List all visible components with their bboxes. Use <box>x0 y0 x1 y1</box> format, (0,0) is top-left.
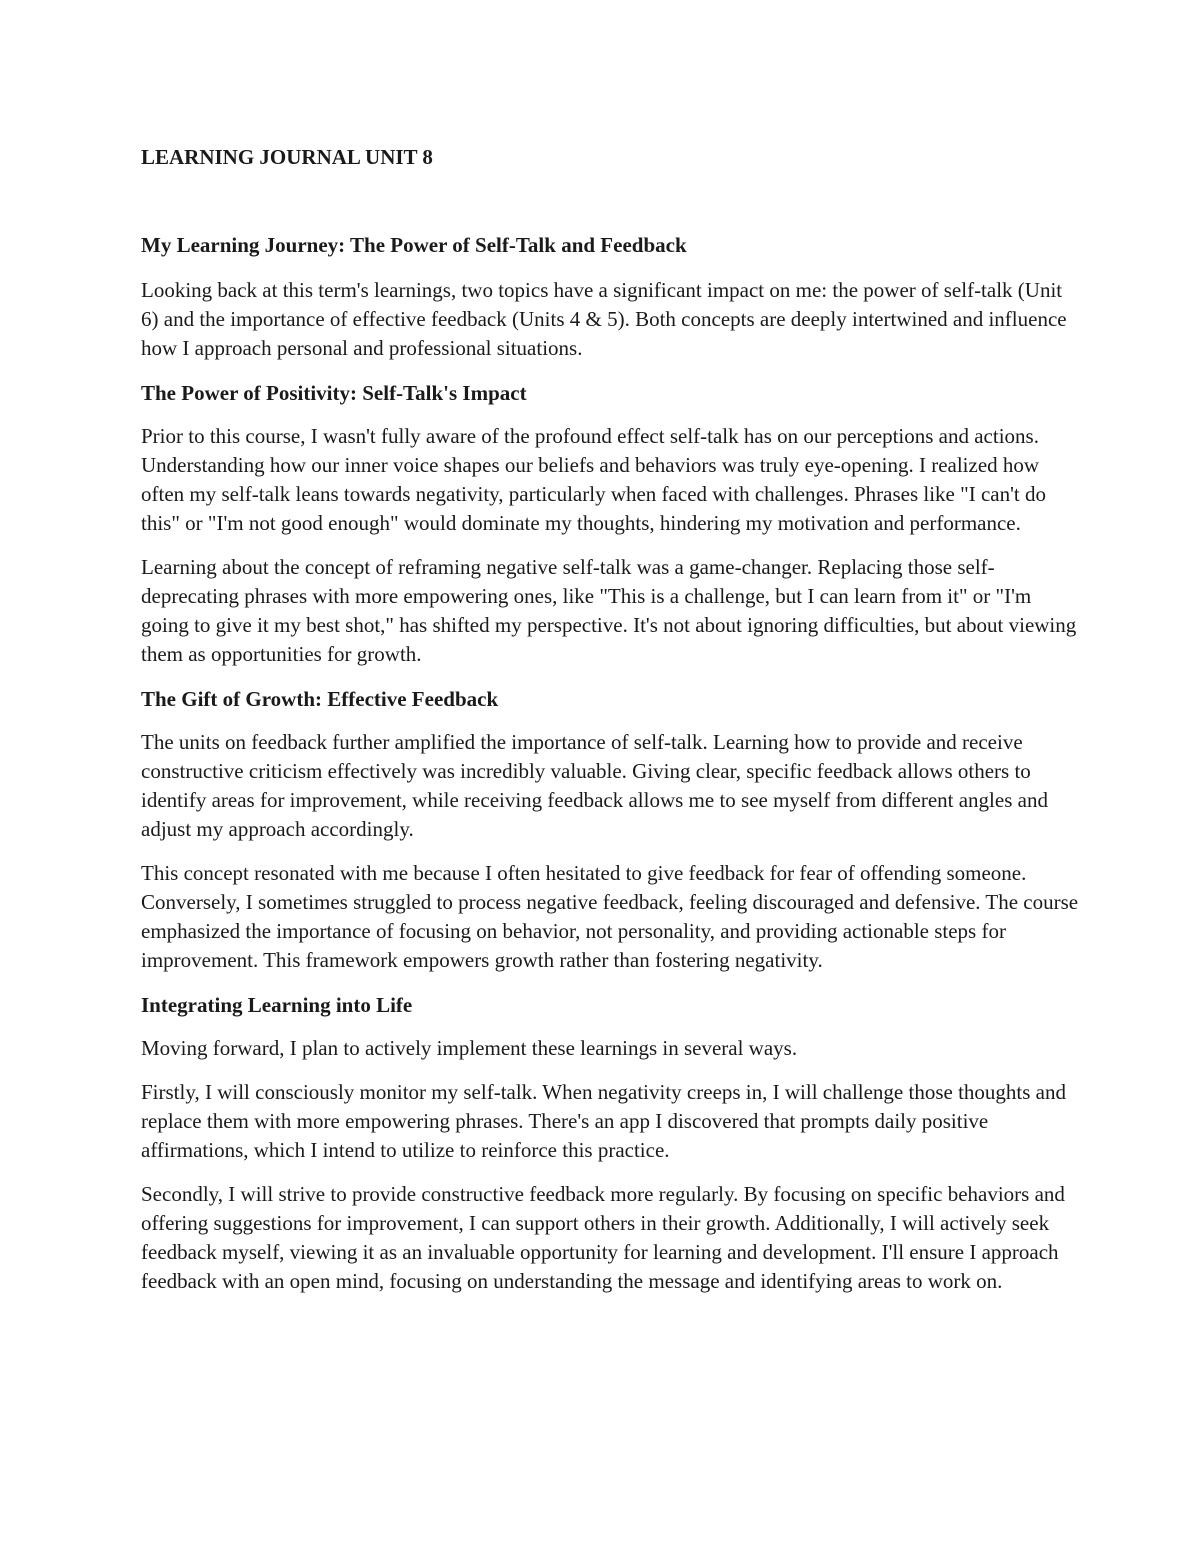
section-heading-feedback: The Gift of Growth: Effective Feedback <box>141 687 499 711</box>
document-subtitle: My Learning Journey: The Power of Self-Talk and Feedback <box>141 233 687 257</box>
self-talk-paragraph-2: Learning about the concept of reframing negative self-talk was a game-changer. Replacing those self-deprecating phrases with more empowering ones, like "This is a challenge, but I can learn from it" or "I'm going to give it my best shot," has shifted my perspective. It's not about ignoring difficulties, but about viewing them as opportunities for growth. <box>141 555 1077 666</box>
section-heading-integrating: Integrating Learning into Life <box>141 993 413 1017</box>
document-page <box>141 142 1081 1311</box>
document-title: LEARNING JOURNAL UNIT 8 <box>141 145 433 169</box>
feedback-paragraph-2: This concept resonated with me because I often hesitated to give feedback for fear of offending someone. Conversely, I sometimes struggled to process negative feedback, feeling discouraged and defensive. The course emphasized the importance of focusing on behavior, not personality, and providing actionable steps for improvement. This framework empowers growth rather than fostering negativity. <box>141 861 1079 972</box>
self-talk-paragraph-1: Prior to this course, I wasn't fully aware of the profound effect self-talk has on our perceptions and actions. Understanding how our inner voice shapes our beliefs and behaviors was truly eye-opening. I realized how often my self-talk leans towards negativity, particularly when faced with challenges. Phrases like "I can't do this" or "I'm not good enough" would dominate my thoughts, hindering my motivation and performance. <box>141 424 1046 535</box>
integrating-paragraph-3: Secondly, I will strive to provide constructive feedback more regularly. By focusing on specific behaviors and offering suggestions for improvement, I can support others in their growth. Additionally, I will actively seek feedback myself, viewing it as an invaluable opportunity for learning and development. I'll ensure I approach feedback with an open mind, focusing on understanding the message and identifying areas to work on. <box>141 1182 1065 1293</box>
integrating-paragraph-2: Firstly, I will consciously monitor my self-talk. When negativity creeps in, I will challenge those thoughts and replace them with more empowering phrases. There's an app I discovered that prompts daily positive affirmations, which I intend to utilize to reinforce this practice. <box>141 1080 1066 1162</box>
section-heading-self-talk: The Power of Positivity: Self-Talk's Impact <box>141 381 527 405</box>
feedback-paragraph-1: The units on feedback further amplified the importance of self-talk. Learning how to provide and receive constructive criticism effectively was incredibly valuable. Giving clear, specific feedback allows others to identify areas for improvement, while receiving feedback allows me to see myself from different angles and adjust my approach accordingly. <box>141 730 1048 841</box>
intro-paragraph: Looking back at this term's learnings, two topics have a significant impact on me: the power of self-talk (Unit 6) and the importance of effective feedback (Units 4 & 5). Both concepts are deeply intertwined and influence how I approach personal and professional situations. <box>141 278 1067 360</box>
integrating-paragraph-1: Moving forward, I plan to actively implement these learnings in several ways. <box>141 1036 798 1060</box>
